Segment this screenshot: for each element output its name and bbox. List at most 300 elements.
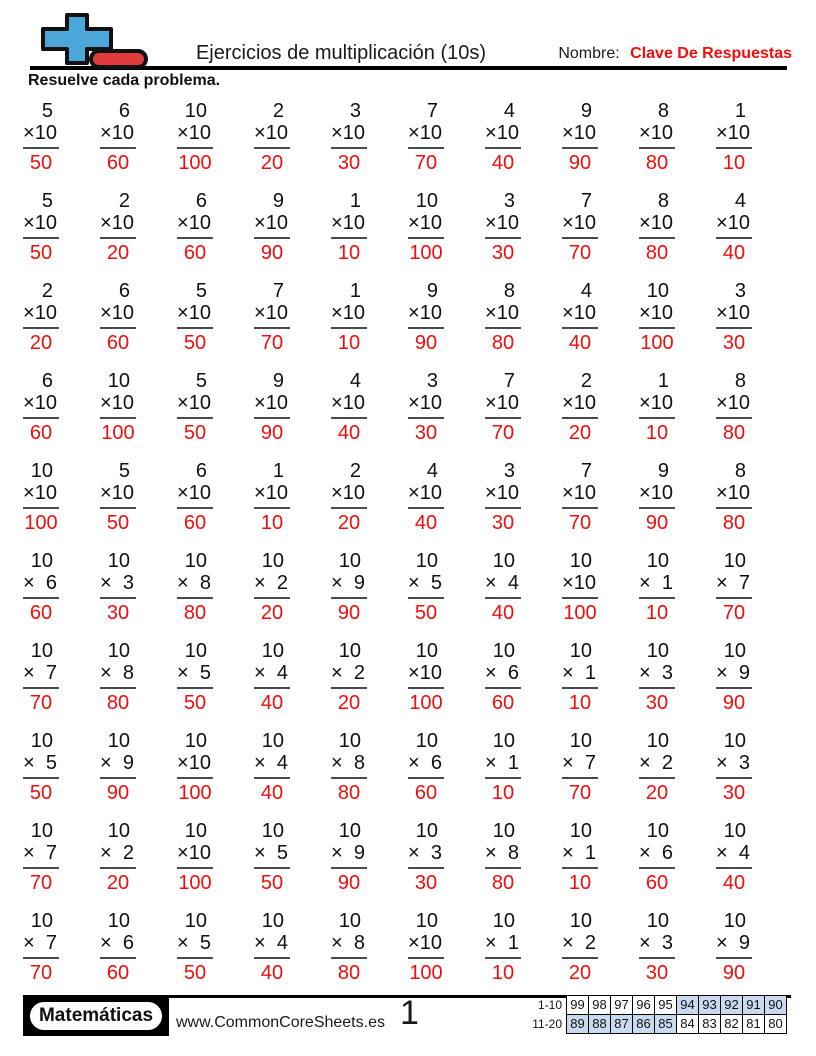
times-sign: × <box>23 302 35 324</box>
problem <box>485 820 521 894</box>
multiplier-row <box>408 932 444 959</box>
multiplier: 5 <box>276 842 288 864</box>
multiplicand: 10 <box>261 730 284 752</box>
problem-cell <box>408 640 485 730</box>
problem-cell <box>716 460 793 550</box>
answer: 20 <box>260 152 284 174</box>
multiplier: 10 <box>573 122 596 144</box>
multiplier: 7 <box>45 842 57 864</box>
multiplier-row <box>254 122 290 149</box>
multiplier: 4 <box>276 752 288 774</box>
score-cell: 84 <box>676 1014 699 1034</box>
problem <box>331 640 367 714</box>
times-sign: × <box>716 752 728 774</box>
multiplier: 7 <box>738 572 750 594</box>
problems-grid <box>23 100 795 1000</box>
answer: 70 <box>260 332 284 354</box>
answer: 20 <box>29 332 53 354</box>
problem <box>23 280 59 354</box>
problem <box>562 370 598 444</box>
problem-cell <box>100 460 177 550</box>
times-sign: × <box>408 572 420 594</box>
problem <box>23 190 59 264</box>
problem-cell <box>716 820 793 910</box>
problem <box>23 730 59 804</box>
answer: 80 <box>645 242 669 264</box>
multiplier: 10 <box>727 482 750 504</box>
multiplicand: 5 <box>41 100 53 122</box>
times-sign: × <box>100 122 112 144</box>
answer: 30 <box>645 692 669 714</box>
answer: 20 <box>568 422 592 444</box>
multiplier-row <box>562 842 598 869</box>
multiplicand: 10 <box>492 820 515 842</box>
multiplier: 2 <box>122 842 134 864</box>
multiplier: 10 <box>342 482 365 504</box>
multiplicand: 10 <box>30 460 53 482</box>
score-cell: 90 <box>764 995 787 1015</box>
answer: 40 <box>722 242 746 264</box>
times-sign: × <box>254 212 266 234</box>
multiplicand: 6 <box>41 370 53 392</box>
multiplicand: 3 <box>349 100 361 122</box>
score-cell: 97 <box>610 995 633 1015</box>
multiplicand: 10 <box>30 550 53 572</box>
problem-cell <box>562 100 639 190</box>
times-sign: × <box>408 302 420 324</box>
answer: 90 <box>337 602 361 624</box>
website-url: www.CommonCoreSheets.es <box>176 1014 385 1031</box>
multiplier: 10 <box>265 392 288 414</box>
multiplier: 10 <box>496 482 519 504</box>
times-sign: × <box>408 482 420 504</box>
answer: 50 <box>29 782 53 804</box>
answer: 50 <box>414 602 438 624</box>
answer: 70 <box>568 242 592 264</box>
times-sign: × <box>562 122 574 144</box>
times-sign: × <box>716 392 728 414</box>
times-sign: × <box>716 572 728 594</box>
score-cell: 93 <box>698 995 721 1015</box>
times-sign: × <box>177 572 189 594</box>
multiplicand: 8 <box>734 460 746 482</box>
multiplier-row <box>331 122 367 149</box>
problem-cell <box>562 280 639 370</box>
problem <box>177 550 213 624</box>
multiplier: 10 <box>34 302 57 324</box>
multiplicand: 6 <box>118 280 130 302</box>
problem <box>639 730 675 804</box>
multiplicand: 7 <box>426 100 438 122</box>
times-sign: × <box>716 932 728 954</box>
score-range-label: 1-10 <box>537 998 562 1012</box>
answer: 70 <box>722 602 746 624</box>
multiplier: 3 <box>122 572 134 594</box>
problem-cell <box>254 190 331 280</box>
multiplier: 8 <box>353 932 365 954</box>
problem-cell <box>562 820 639 910</box>
problem <box>485 190 521 264</box>
multiplier-row <box>177 752 213 779</box>
problem <box>639 820 675 894</box>
answer: 60 <box>106 152 130 174</box>
multiplicand: 4 <box>349 370 361 392</box>
multiplier: 3 <box>430 842 442 864</box>
score-cell: 87 <box>610 1014 633 1034</box>
multiplier: 1 <box>584 842 596 864</box>
answer: 80 <box>645 152 669 174</box>
problem-cell <box>639 640 716 730</box>
times-sign: × <box>331 572 343 594</box>
multiplicand: 2 <box>272 100 284 122</box>
multiplier: 4 <box>738 842 750 864</box>
multiplier-row <box>485 482 521 509</box>
answer: 60 <box>106 332 130 354</box>
problem <box>177 820 213 894</box>
answer: 20 <box>106 242 130 264</box>
problem <box>100 910 136 984</box>
multiplier: 10 <box>342 392 365 414</box>
multiplier: 6 <box>45 572 57 594</box>
multiplicand: 7 <box>503 370 515 392</box>
multiplier-row <box>408 392 444 419</box>
multiplier: 10 <box>34 482 57 504</box>
score-row <box>518 996 787 1015</box>
answer: 90 <box>645 512 669 534</box>
brand-bar <box>23 996 169 1036</box>
problem-cell <box>639 460 716 550</box>
problem <box>100 550 136 624</box>
problem-cell <box>254 460 331 550</box>
problem <box>639 910 675 984</box>
answer: 90 <box>337 872 361 894</box>
problem <box>408 280 444 354</box>
multiplicand: 10 <box>30 730 53 752</box>
problem-cell <box>23 280 100 370</box>
times-sign: × <box>716 212 728 234</box>
problem <box>254 460 290 534</box>
times-sign: × <box>100 842 112 864</box>
times-sign: × <box>177 662 189 684</box>
answer: 30 <box>106 602 130 624</box>
multiplier-row <box>254 662 290 689</box>
multiplier-row <box>485 302 521 329</box>
answer: 10 <box>491 962 515 984</box>
problem-cell <box>485 190 562 280</box>
problem-cell <box>331 460 408 550</box>
times-sign: × <box>562 662 574 684</box>
times-sign: × <box>716 842 728 864</box>
multiplicand: 1 <box>349 280 361 302</box>
times-sign: × <box>562 752 574 774</box>
times-sign: × <box>177 212 189 234</box>
times-sign: × <box>100 662 112 684</box>
multiplier-row <box>100 932 136 959</box>
problem-cell <box>716 190 793 280</box>
times-sign: × <box>562 302 574 324</box>
multiplier-row <box>716 752 752 779</box>
times-sign: × <box>254 122 266 144</box>
problem-cell <box>716 910 793 1000</box>
multiplier-row <box>100 482 136 509</box>
multiplier-row <box>23 392 59 419</box>
multiplier-row <box>254 932 290 959</box>
multiplicand: 10 <box>338 550 361 572</box>
times-sign: × <box>254 932 266 954</box>
answer: 20 <box>260 602 284 624</box>
multiplicand: 10 <box>723 910 746 932</box>
multiplicand: 10 <box>338 910 361 932</box>
multiplier-row <box>716 392 752 419</box>
times-sign: × <box>331 392 343 414</box>
problem <box>408 910 444 984</box>
multiplier-row <box>408 122 444 149</box>
problem-cell <box>177 280 254 370</box>
answer: 80 <box>722 512 746 534</box>
answer: 100 <box>24 512 58 534</box>
score-cell: 88 <box>588 1014 611 1034</box>
times-sign: × <box>254 482 266 504</box>
multiplier: 10 <box>650 122 673 144</box>
multiplicand: 10 <box>415 640 438 662</box>
times-sign: × <box>716 302 728 324</box>
answer: 10 <box>645 602 669 624</box>
multiplier: 8 <box>507 842 519 864</box>
multiplier: 10 <box>342 212 365 234</box>
problem <box>23 820 59 894</box>
multiplier-row <box>331 482 367 509</box>
multiplicand: 10 <box>723 550 746 572</box>
answer: 10 <box>568 872 592 894</box>
answer: 90 <box>722 692 746 714</box>
times-sign: × <box>639 572 651 594</box>
multiplier: 3 <box>661 662 673 684</box>
multiplier-row <box>331 392 367 419</box>
times-sign: × <box>331 932 343 954</box>
problem <box>177 370 213 444</box>
times-sign: × <box>254 572 266 594</box>
times-sign: × <box>23 392 35 414</box>
problem <box>254 190 290 264</box>
answer: 60 <box>183 242 207 264</box>
answer: 80 <box>722 422 746 444</box>
problem <box>639 550 675 624</box>
multiplier-row <box>562 392 598 419</box>
problem-cell <box>562 550 639 640</box>
problem <box>408 460 444 534</box>
multiplicand: 10 <box>646 280 669 302</box>
multiplier: 5 <box>199 932 211 954</box>
answer: 60 <box>183 512 207 534</box>
answer: 30 <box>645 962 669 984</box>
multiplicand: 10 <box>569 640 592 662</box>
answer: 20 <box>106 872 130 894</box>
problem <box>562 100 598 174</box>
problem <box>562 640 598 714</box>
answer: 70 <box>491 422 515 444</box>
answer: 100 <box>409 242 443 264</box>
problem-cell <box>23 100 100 190</box>
multiplier: 8 <box>353 752 365 774</box>
answer: 50 <box>29 242 53 264</box>
times-sign: × <box>331 752 343 774</box>
multiplier-row <box>254 752 290 779</box>
times-sign: × <box>23 122 35 144</box>
multiplier: 10 <box>419 212 442 234</box>
name-label: Nombre: <box>558 45 620 62</box>
times-sign: × <box>716 122 728 144</box>
multiplier-row <box>177 392 213 419</box>
times-sign: × <box>177 302 189 324</box>
multiplicand: 10 <box>646 730 669 752</box>
times-sign: × <box>408 122 420 144</box>
problem <box>408 370 444 444</box>
multiplicand: 5 <box>118 460 130 482</box>
times-sign: × <box>177 932 189 954</box>
problem-cell <box>23 370 100 460</box>
multiplier: 10 <box>111 122 134 144</box>
answer: 50 <box>106 512 130 534</box>
multiplier: 10 <box>573 572 596 594</box>
multiplier-row <box>716 572 752 599</box>
problem <box>177 280 213 354</box>
multiplier: 10 <box>34 392 57 414</box>
answer: 60 <box>29 602 53 624</box>
multiplier-row <box>562 212 598 239</box>
multiplier: 7 <box>45 662 57 684</box>
instruction-text: Resuelve cada problema. <box>28 72 221 89</box>
problem <box>639 100 675 174</box>
multiplicand: 10 <box>184 910 207 932</box>
times-sign: × <box>100 212 112 234</box>
problem <box>331 550 367 624</box>
multiplier-row <box>177 572 213 599</box>
problem-cell <box>177 910 254 1000</box>
problem <box>639 370 675 444</box>
problem-cell <box>23 550 100 640</box>
answer: 70 <box>29 872 53 894</box>
multiplier: 10 <box>188 212 211 234</box>
times-sign: × <box>408 842 420 864</box>
answer: 90 <box>722 962 746 984</box>
problem <box>331 730 367 804</box>
multiplier-row <box>23 752 59 779</box>
multiplier-row <box>23 932 59 959</box>
times-sign: × <box>716 482 728 504</box>
multiplicand: 9 <box>272 190 284 212</box>
multiplier-row <box>485 212 521 239</box>
answer: 70 <box>29 962 53 984</box>
multiplier-row <box>716 932 752 959</box>
problem-cell <box>177 460 254 550</box>
multiplier-row <box>562 302 598 329</box>
multiplier: 10 <box>342 302 365 324</box>
problem <box>177 730 213 804</box>
answer: 10 <box>337 242 361 264</box>
problem <box>562 550 598 624</box>
multiplier: 10 <box>496 122 519 144</box>
answer: 30 <box>337 152 361 174</box>
multiplicand: 4 <box>503 100 515 122</box>
times-sign: × <box>331 302 343 324</box>
times-sign: × <box>408 752 420 774</box>
multiplicand: 10 <box>338 640 361 662</box>
multiplier: 10 <box>419 302 442 324</box>
multiplier-row <box>23 482 59 509</box>
multiplicand: 5 <box>195 370 207 392</box>
answer: 80 <box>337 962 361 984</box>
multiplier: 3 <box>661 932 673 954</box>
multiplier-row <box>562 932 598 959</box>
answer: 50 <box>29 152 53 174</box>
problem <box>254 640 290 714</box>
multiplier: 10 <box>419 482 442 504</box>
times-sign: × <box>639 932 651 954</box>
multiplicand: 10 <box>338 730 361 752</box>
times-sign: × <box>485 572 497 594</box>
multiplier-row <box>177 212 213 239</box>
problem <box>254 280 290 354</box>
problem-cell <box>716 280 793 370</box>
multiplicand: 10 <box>107 820 130 842</box>
answer: 60 <box>491 692 515 714</box>
score-table <box>518 996 787 1034</box>
multiplier: 10 <box>727 392 750 414</box>
answer-key-name: Clave De Respuestas <box>630 45 792 62</box>
answer: 90 <box>568 152 592 174</box>
multiplier-row <box>485 932 521 959</box>
multiplier: 10 <box>650 392 673 414</box>
multiplier: 10 <box>265 482 288 504</box>
problem-cell <box>485 640 562 730</box>
multiplicand: 10 <box>492 550 515 572</box>
multiplier-row <box>562 572 598 599</box>
problem-cell <box>177 730 254 820</box>
multiplicand: 5 <box>195 280 207 302</box>
problem <box>639 640 675 714</box>
problem-cell <box>177 100 254 190</box>
score-cell: 86 <box>632 1014 655 1034</box>
problem <box>23 550 59 624</box>
multiplicand: 9 <box>426 280 438 302</box>
multiplier: 1 <box>507 932 519 954</box>
multiplicand: 3 <box>503 460 515 482</box>
problem-cell <box>485 280 562 370</box>
times-sign: × <box>331 662 343 684</box>
multiplier: 1 <box>584 662 596 684</box>
multiplicand: 10 <box>415 190 438 212</box>
multiplier-row <box>485 752 521 779</box>
multiplicand: 4 <box>734 190 746 212</box>
multiplicand: 7 <box>580 460 592 482</box>
multiplicand: 10 <box>107 910 130 932</box>
multiplier-row <box>23 122 59 149</box>
problem <box>485 370 521 444</box>
problem <box>485 640 521 714</box>
multiplier-row <box>408 572 444 599</box>
multiplicand: 2 <box>580 370 592 392</box>
problem <box>562 280 598 354</box>
multiplicand: 10 <box>569 730 592 752</box>
problem-cell <box>254 730 331 820</box>
multiplier-row <box>100 842 136 869</box>
problem-cell <box>562 910 639 1000</box>
multiplicand: 10 <box>184 550 207 572</box>
multiplier: 10 <box>496 212 519 234</box>
multiplier-row <box>408 482 444 509</box>
problem-cell <box>716 550 793 640</box>
problem <box>100 820 136 894</box>
